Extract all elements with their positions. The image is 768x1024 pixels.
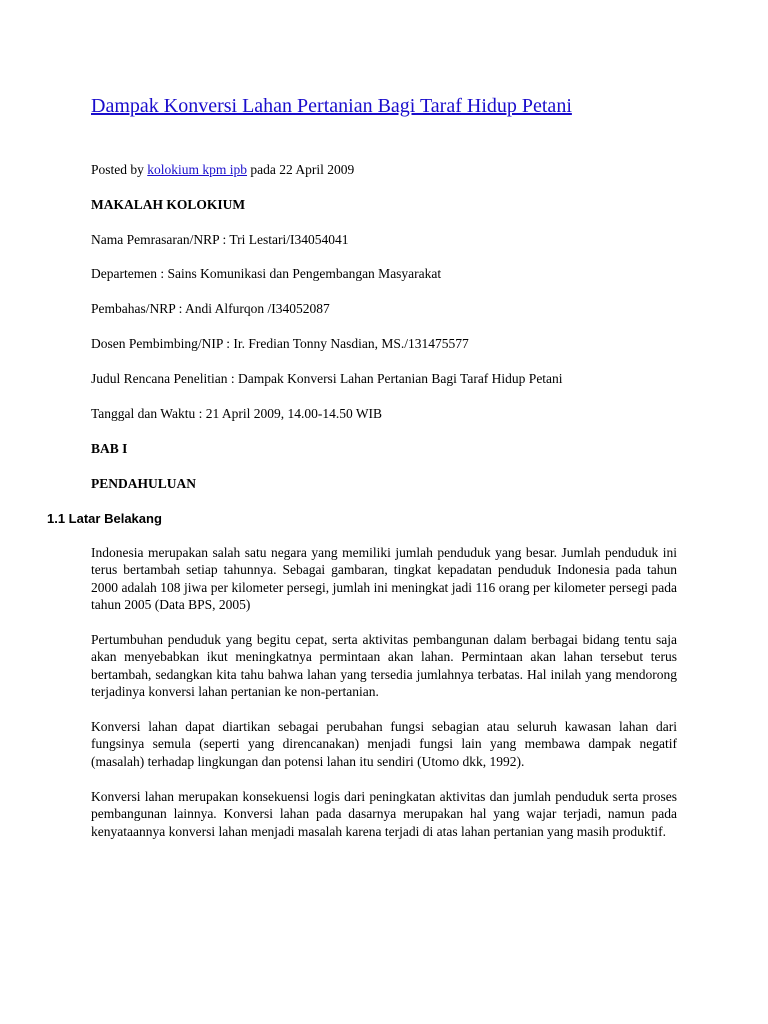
judul-penelitian: Judul Rencana Penelitian : Dampak Konversi Lahan Pertanian Bagi Taraf Hidup Petani: [91, 371, 563, 386]
pembahas: Pembahas/NRP : Andi Alfurqon /I34052087: [91, 301, 330, 316]
article-title: [91, 94, 611, 118]
posted-by-line: [91, 161, 354, 178]
posted-date: pada 22 April 2009: [247, 162, 355, 177]
paragraph: Konversi lahan merupakan konsekuensi logis dari peningkatan aktivitas dan jumlah penduduk serta proses pembangunan lainnya. Konversi lahan pada dasarnya merupakan hal yang wajar terjadi, namun pada kenyataannya konversi lahan menjadi masalah karena terjadi di atas lahan pertanian yang masih produktif.: [91, 789, 677, 839]
makalah-heading: MAKALAH KOLOKIUM: [91, 197, 246, 212]
dosen-pembimbing: Dosen Pembimbing/NIP : Ir. Fredian Tonny Nasdian, MS./131475577: [91, 336, 469, 351]
section-heading: 1.1 Latar Belakang: [47, 511, 162, 526]
departemen: Departemen : Sains Komunikasi dan Pengembangan Masyarakat: [91, 266, 442, 281]
author-link[interactable]: kolokium kpm ipb: [147, 162, 248, 177]
paragraph: Pertumbuhan penduduk yang begitu cepat, serta aktivitas pembangunan dalam berbagai bidang tentu saja akan menyebabkan ikut meningkatnya permintaan akan lahan. Permintaan akan lahan tersebut terus bertambah, sedangkan kita tahu bahwa lahan yang tersedia jumlahnya terbatas. Hal inilah yang mendorong terjadinya konversi lahan pertanian ke non-pertanian.: [91, 632, 677, 700]
paragraph: Indonesia merupakan salah satu negara yang memiliki jumlah penduduk yang besar. Jumlah penduduk ini terus bertambah setiap tahunnya. Sebagai gambaran, tingkat kepadatan penduduk Indonesia pada tahun 2000 adalah 108 jiwa per kilometer persegi, jumlah ini meningkat jadi 116 orang per kilometer persegi pada tahun 2005 (Data BPS, 2005): [91, 545, 677, 613]
nama-pemrasaran: Nama Pemrasaran/NRP : Tri Lestari/I34054041: [91, 232, 349, 247]
pendahuluan-heading: PENDAHULUAN: [91, 476, 197, 491]
paragraph: Konversi lahan dapat diartikan sebagai perubahan fungsi sebagian atau seluruh kawasan lahan dari fungsinya semula (seperti yang direncanakan) menjadi fungsi lain yang membawa dampak negatif (masalah) terhadap lingkungan dan potensi lahan itu sendiri (Utomo dkk, 1992).: [91, 719, 677, 769]
posted-prefix: Posted by: [91, 162, 148, 177]
tanggal-waktu: Tanggal dan Waktu : 21 April 2009, 14.00-14.50 WIB: [91, 406, 383, 421]
article-title-link[interactable]: Dampak Konversi Lahan Pertanian Bagi Taraf Hidup Petani: [91, 95, 572, 117]
bab-heading: BAB I: [91, 441, 128, 456]
